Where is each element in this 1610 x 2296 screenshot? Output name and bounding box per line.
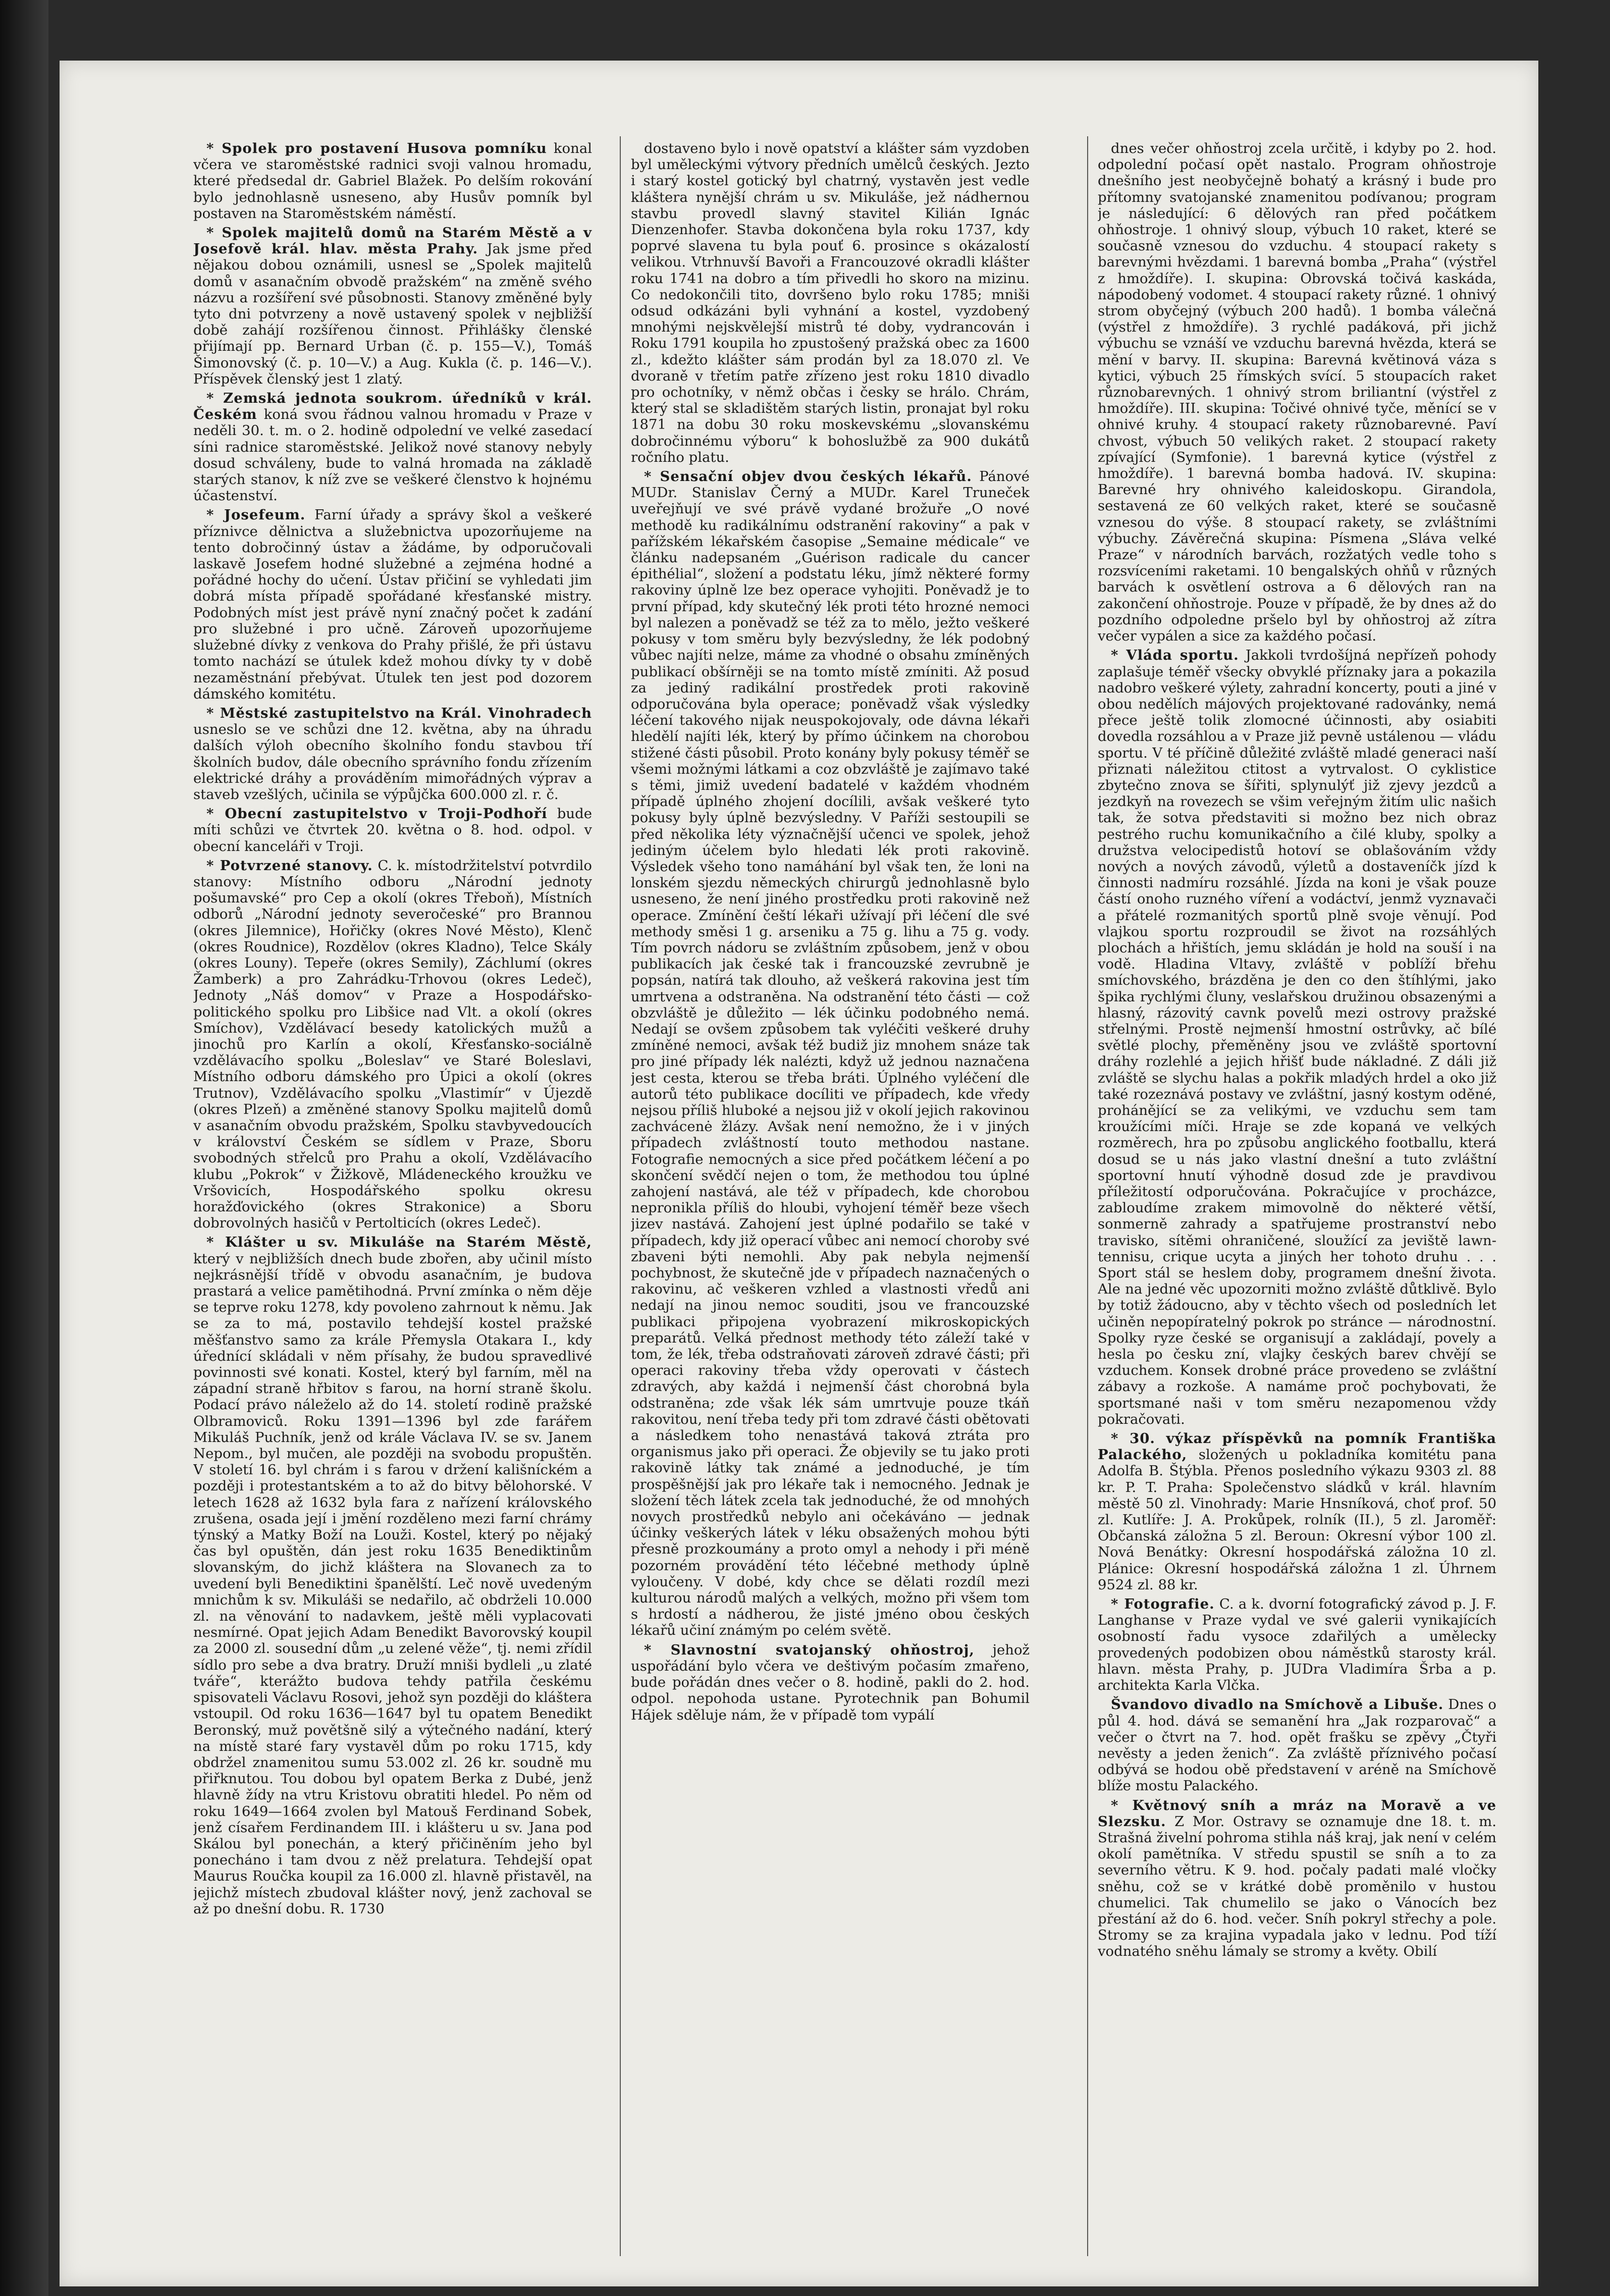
article-paragraph <box>193 225 592 387</box>
article-heading: * Městské zastupitelstvo na Král. Vinohradech <box>206 705 592 721</box>
article-text: Z Mor. Ostravy se oznamuje dne 18. t. m. Strašná živelní pohroma stihla náš kraj, jak není v celém okolí pamětníka. V středu spustil se sníh a to za severního větru. K 9. hod. počaly padati malé vločky sněhu, což se v krátké době proměnilo v hustou chumelici. Tak chumelilo se jako o Vánocích bez přestání až do 6. hod. večer. Sníh pokryl střechy a pole. Stromy se za krajina vypadala jako v lednu. Pod tíží vodnatého sněhu lámaly se stromy a květy. Obilí <box>1098 1813 1496 1960</box>
article-heading: * Květnový sníh a mráz na Moravě a ve Slezsku. <box>1098 1797 1496 1830</box>
article-paragraph <box>193 507 592 702</box>
article-heading: * Potvrzené stanovy. <box>206 857 373 874</box>
article-heading: * Vláda sportu. <box>1111 647 1239 664</box>
article-text: C. k. místodržitelství potvrdilo stanovy: Místního odboru „Národní jednoty pošumavské“ pro Cep a okolí (okres Třeboň), Místních odborů „Národní jednoty severočeské“ pro Brannou (okres Jilemnice), Hořičky (okres Nové Město), Klenč (okres Roudnice), Rozdělov (okres Kladno), Telce Skály (okres Louny). Tepeře (okres Semily), Záchlumí (okres Žamberk) a pro Zahrádku-Trhovou (okres Ledeč), Jednoty „Náš domov“ v Praze a Hospodářsko-politického spolku pro Libšice nad Vlt. a okolí (okres Smíchov), Vzdělávací besedy katolických mužů a jinochů pro Karlín a okolí, Křesťansko-sociálně vzdělávacího spolku „Boleslav“ ve Staré Boleslavi, Místního odboru dámského pro Úpici a okolí (okres Trutnov), Vzdělávacího spolku „Vlastimír“ v Újezdě (okres Plzeň) a změněné stanovy Spolku majitelů domů v asanačním obvodu pražském, Spolku stavbyvedoucích v království Českém se sídlem v Praze, Sboru svobodných střelců pro Prahu a okolí, Vzdělávacího klubu „Pokrok“ v Žižkově, Mládeneckého kroužku ve Vršovicích, Hospodářského spolku okresu horažďovického (okres Strakonice) a Sboru dobrovolných hasičů v Pertolticích (okres Ledeč). <box>193 857 592 1232</box>
article-text: který v nejbližších dnech bude zbořen, aby učinil místo nejkrásnější třídě v obvodu asanačním, je budova prastará a velice pamětihodná. První zmínka o něm děje se teprve roku 1278, kdy povoleno zahrnout k němu. Jak se za to má, postavilo tehdejší kostel pražské měšťanstvo samo za krále Přemysla Otakara I., kdy úřednící skládali v něm přísahy, že budou spravedlivé povinnosti své konati. Kostel, který byl farním, měl na západní straně hřbitov s farou, na horní straně školu. Podací právo náleželo až do 14. století rodině pražské Olbramoviců. Roku 1391—1396 byl zde farářem Mikuláš Puchník, jenž od krále Václava IV. se sv. Janem Nepom., byl mučen, ale později na svobodu propuštěn. V století 16. byl chrám i s farou v držení kališníckém a později i protestantském a to až do bitvy bělohorské. V letech 1628 až 1632 byla fara z nařízení královského zrušena, osada její i jmění rozděleno mezi farní chrámy týnský a Matky Boží na Louži. Kostel, který po nějaký čas byl opuštěn, dán jest roku 1635 Benediktinům slovanským, do jichž kláštera na Slovanech za to uvedení byli Benediktini španělští. Leč nově uvedeným mnichům k sv. Mikuláši se nedařilo, ač obdrželi 10.000 zl. na věnování to nadavkem, ještě měli vyplacovati nesmírné. Opat jejich Adam Benedikt Bavorovský koupil za 2000 zl. sousední dům „u zelené věže“, tj. nemi zřídil sídlo pro sebe a dva bratry. Druží mniši bydleli „u zlaté tváře“, kterážto budova tehdy patřila českému spisovateli Václavu Rosovi, jehož syn později do kláštera vstoupil. Od roku 1636—1647 byl tu opatem Benedikt Beronský, muž povětšně silý a výtečného nadání, který na místě staré fary vystavěl dům po roku 1715, kdy obdržel znamenitou sumu 53.002 zl. 26 kr. soudně mu přiřknutou. Tou dobou byl opatem Berka z Dubé, jenž hlavně žídy na vtru Kristovu obratiti hledel. Po něm od roku 1649—1664 zvolen byl Matouš Ferdinand Sobek, jenž císařem Ferdinandem III. i klášteru u sv. Jana pod Skálou byl ponechán, a který přičiněním jeho byl ponecháno i tam dvou z něž prelatura. Tehdejší opat Maurus Roučka koupil za 16.000 zl. hlavně přistavěl, na jejichž místech zbudoval klášter nový, jenž zachoval se až po dnešní dobu. R. 1730 <box>193 1250 592 1917</box>
article-heading: * Zemská jednota soukrom. úředníků v král. Českém <box>193 390 592 423</box>
article-text: dnes večer ohňostroj zcela určitě, i kdyby po 2. hod. odpolední počasí opět nastalo. Program ohňostroje dnešního jest neobyčejně bohatý a krásný i bude pro přítomny svatojanské znamenitou podívanou; program je následující: 6 dělových ran před počátkem ohňostroje. 1 ohnivý sloup, výbuch 10 raket, které se současně vznesou do vzduchu. 4 stoupací rakety s barevnými hvězdami. 1 barevná bomba „Praha“ (výstřel z hmoždíře). I. skupina: Obrovská točivá kaskáda, nápodobený vodomet. 4 stoupací rakety různé. 1 ohnivý strom obyčejný (výbuch 200 hadů). 1 bomba válečná (výstřel z hmoždíře). 3 rychlé padáková, při jichž výbuchu se vznáší ve vzduchu barevná hvězda, která se mění v barvy. II. skupina: Barevná květinová váza s kytici, výbuch 25 římských svící. 5 stoupacích raket různobarevných. 1 ohnivý strom briliantní (výstřel z hmoždíře). III. skupina: Točivé ohnivé tyče, měnící se v ohnivé kruhy. 4 stoupací rakety různobarevné. Paví chvost, výbuch 50 velikých raket. 2 stoupací rakety zpívající (Symfonie). 1 barevná kytice (výstřel z hmoždíře). 1 barevná bomba hadová. IV. skupina: Barevné hry ohnivého kaleidoskopu. Girandola, sestavená ze 60 velkých raket, které se současně vznesou do výše. 8 stoupací rakety, se zvláštními výbuchy. Závěrečná skupina: Písmena „Sláva velké Praze“ v národních barvách, rozžatých vedle toho s rozsvíceními raketami. 10 bengalských ohňů v různých barvách k osvětlení ostrova a 6 dělových ran na zakončení ohňostroje. Pouze v případě, že by dnes až do pozdního odpoledne pršelo byl by ohňostroj až zítra večer vypálen a sice za každého počasí. <box>1098 140 1496 645</box>
article-heading: * Spolek pro postavení Husova pomníku <box>206 140 547 156</box>
article-heading: * Spolek majitelů domů na Starém Městě a v Josefově král. hlav. města Prahy. <box>193 225 592 257</box>
article-paragraph <box>631 140 1030 465</box>
article-text: C. a k. dvorní fotografický závod p. J. F. Langhanse v Praze vydal ve své galerii vynikajících osobností řadu vysoce zdařilých a umělecky provedených podobizen obou náměstků starosty král. hlavn. města Prahy, p. JUDra Vladimíra Šrba a p. architekta Karla Vlčka. <box>1098 1596 1496 1694</box>
article-heading: * Klášter u sv. Mikuláše na Starém Městě, <box>206 1234 592 1251</box>
article-text: konal včera ve staroměstské radnici svoji valnou hromadu, které předsedal dr. Gabriel Blažek. Po delším rokování bylo jednohlasně usneseno, aby Husův pomník byl postaven na Staroměstském náměstí. <box>193 140 592 222</box>
article-paragraph <box>193 1234 592 1917</box>
article-paragraph <box>631 468 1030 1639</box>
article-heading: Švandovo divadlo na Smíchově a Libuše. <box>1111 1696 1444 1713</box>
article-text: koná svou řádnou valnou hromadu v Praze v neděli 30. t. m. o 2. hodině odpolední ve velké zasedací síni radnice staroměstské. Jelikož nové stanovy nebyly dosud schváleny, bude to valná hromada na základě starých stanov, k níž zve se veškeré členstvo k hojnému účastenství. <box>193 406 592 504</box>
article-heading: * Sensační objev dvou českých lékařů. <box>644 468 972 485</box>
newspaper-page <box>60 61 1538 2286</box>
article-text: usneslo se ve schůzi dne 12. května, aby na úhradu dalších výloh obecního školního fondu stavbou tří školních budov, dále obecního správního fondu zřízením elektrické dráhy a prováděním mimořádných výprav a staveb vzešlých, učinila se výpůjčka 600.000 zl. r. č. <box>193 721 592 803</box>
article-paragraph <box>193 390 592 504</box>
article-text: Pánové MUDr. Stanislav Černý a MUDr. Karel Truneček uveřejňují ve své právě vydané brožuře „O nové methodě ku radikálnímu odstranění rakoviny“ a pak v pařížském lékařském časopise „Semaine médicale“ ve článku nadepsaném „Guérison radicale du cancer épithélial“, složení a podstatu léku, jímž některé formy rakoviny úplně lze bez operace vyhojiti. Poněvadž je to první případ, kdy skutečný lék proti této hrozné nemoci byl nalezen a poněvadž se též za to mělo, ježto veškeré pokusy v tom směru byly bezvýsledny, že lék podobný vůbec najíti nelze, máme za vhodné o obsahu zmíněných publikací obšírněji se na tomto místě zmíniti. Až posud za jediný radikální prostředek proti rakovině odporučována byla operace; poněvadž však výsledky léčení takového nijak neuspokojovaly, ode dávna lékaři hledělí najíti lék, který by přímo účinkem na chorobou stižené části působil. Proto konány byly pokusy téměř se všemi možnými látkami a coz obzvláště je zajímavo také s těmi, jimiž uvedení badatelé v každém vhodném případě úplného zhojení docílili, avšak veškeré tyto pokusy byly úplně bezvýsledny. V Paříži sestoupili se před několika léty význačnější učenci ve spolek, jehož jediným účelem bylo hledati lék proti rakovině. Výsledek všeho tono namáhání byl však ten, že loni na lonském sjezdu německých chirurgů jednohlasně bylo usneseno, že není jiného prostředku proti rakovině než operace. Zmínění čeští lékaři užívají při léčení dle své methody směsi 1 g. arseniku a 75 g. lihu a 75 g. vody. Tím povrch nádoru se zvláštním způsobem, jenž v obou publikacích jak české tak i francouzské zevrubně je popsán, natírá tak dlouho, až veškerá rakovina jest tím umrtvena a odstraněna. Na odstranění této části — což obzvláště je důležito — lék účinku podobného nemá. Nedají se ovšem způsobem tak vyléčiti veškeré druhy zmíněné nemoci, avšak též budiž jiz mnohem snáze tak pro jiné případy lék nalézti, když už jednou naznačena jest cesta, kterou se třeba bráti. Úplného vyléčení dle autorů této publikace docíliti ve případech, kde vředy nejsou příliš hluboké a nejsou již v okolí jejich rakovinou zachvácenė žlázy. Avšak není nemožno, že i v jiných případech zvláštností touto methodou nastane. Fotografie nemocných a sice před počátkem léčení a po skončení svědčí nejen o tom, že methodou tou úplné zahojení nastává, ale též v případech, kde chorobou nepronikla příliš do hloubi, vyhojení téměř beze všech jizev nastává. Zahojení jest úplné podařilo se také v případech, kdy již operací vůbec ani nemocí choroby své zbaveni býti nemohli. Aby pak nebyla nejmenší pochybnost, že skutečně jde v případech naznačených o rakovinu, ač veškeren vzhled a vlastnosti vředů ani nedají na jinou nemoc souditi, jsou ve francouzské publikaci připojena vyobrazení mikroskopických preparátů. Velká přednost methody této záleží také v tom, že lék, třeba odstraňovati zároveň zdravé části; při operaci rakoviny třeba vždy operovati v částech zdravých, aby každá i nejmenší část chorobná byla odstraněna; zde však lék sám umrtvuje pouze tkáň rakovitou, není třeba tedy při tom zdravé části obětovati a následkem toho nenastává taková ztráta pro organismus jako při operaci. Že objevily se tu jako proti rakovině látky tak známé a jednoduché, je tím prospěšnější jak pro lékaře tak i nemocného. Jednak je složení těch látek zcela tak jednoduché, že od mnohých novych prostředků nebylo ani očekáváno — jednak účinky veškerých látek v léku obsažených mohou býti přesně prozkoumány a proto omyl a nehody i při méně pozorném provádění této léčebné methody úplně vyloučeny. V dobé, kdy chce se dělati rozdíl mezi kulturou národů malých a velkých, možno při všem tom s hrdostí a nádherou, že jisté jméno obou českých lékařů učiní známým po celém světě. <box>631 468 1030 1639</box>
text-column-3 <box>1098 140 1496 2280</box>
article-paragraph <box>193 140 592 222</box>
article-paragraph <box>1098 647 1496 1427</box>
article-paragraph <box>1098 1596 1496 1693</box>
article-heading: * 30. výkaz příspěvků na pomník Františka Palackého, <box>1098 1430 1496 1463</box>
article-text: Jak jsme před nějakou dobou oznámili, usnesl se „Spolek majitelů domů v asanačním obvodě pražském“ na změně svého názvu a rozšíření své působnosti. Stanovy změněné byly tyto dni potvrzeny a nově ustavený spolek v nejbližší době zahájí rozšířenou činnost. Přihlášky členské přijímají pp. Bernard Urban (č. p. 155—V.), Tomáš Šimonovský (č. p. 10—V.) a Aug. Kukla (č. p. 146—V.). Příspěvek členský jest 1 zlatý. <box>193 241 592 387</box>
article-paragraph <box>1098 1696 1496 1794</box>
column-rule <box>620 136 621 2256</box>
article-heading: * Slavnostní svatojanský ohňostroj, <box>644 1641 975 1658</box>
article-text: bude míti schůzi ve čtvrtek 20. května o 8. hod. odpol. v obecní kanceláři v Troji. <box>193 806 592 855</box>
article-heading: * Fotografie. <box>1111 1596 1215 1613</box>
column-rule <box>1087 136 1088 2256</box>
article-heading: * Josefeum. <box>206 507 306 523</box>
article-paragraph <box>193 858 592 1232</box>
article-heading: * Obecní zastupitelstvo v Troji-Podhoří <box>206 806 548 822</box>
article-paragraph <box>193 705 592 803</box>
article-text: složených u pokladníka komitétu pana Adolfa B. Štýbla. Přenos posledního výkazu 9303 zl. 88 kr. P. T. Praha: Společenstvo sládků v král. hlavním městě 50 zl. Vinohrady: Marie Hnsníková, choť prof. 50 zl. Kutlíře: J. A. Prokůpek, rolník (II.), 5 zl. Jaroměř: Občanská záložna 5 zl. Beroun: Okresní výbor 100 zl. Nová Benátky: Okresní hospodářská záložna 10 zl. Plánice: Okresní hospodářská záložna 1 zl. Úhrnem 9524 zl. 88 kr. <box>1098 1447 1496 1593</box>
text-column-2 <box>631 140 1030 2280</box>
article-text: dostaveno bylo i nově opatství a klášter sám vyzdoben byl uměleckými výtvory předních umělců českých. Jezto i starý kostel gotický byl chatrný, vystavěn jest vedle kláštera nynější chrám u sv. Mikuláše, jež nádhernou stavbu provedl slavný stavitel Kilián Ignác Dienzenhofer. Stavba dokončena byla roku 1737, kdy poprvé slavena tu byla pouť 6. prosince s okázalostí velikou. Vtrhnuvší Bavoři a Francouzové okradli klášter roku 1741 na dobro a tím přivedli ho skoro na mizinu. Co nedokončili tito, dovršeno bylo roku 1785; mniši odsud odkázáni byli vyhnání a kostel, vyzdobený mnohými nejskvělejší mistrů té doby, vydrancován i Roku 1791 koupila ho zpustošený pražská obec za 1600 zl., kdežto klášter sám prodán byl za 18.070 zl. Ve dvoraně v třetím patře zřízeno jest roku 1810 divadlo pro ochotníky, v němž občas i česky se hrálo. Chrám, který stal se skladištěm starých listin, pronajat byl roku 1871 na dobu 30 roku moskevskému „slovanskému dobročinnému výboru“ k bohoslužbě za 900 dukátů ročního platu. <box>631 140 1030 465</box>
article-text: jehož uspořádání bylo včera ve deštivým počasím zmařeno, bude pořádán dnes večer o 8. hodině, pakli do 2. hod. odpol. nepohoda ustane. Pyrotechnik pan Bohumil Hájek sděluje nám, že v případě tom vypálí <box>631 1641 1030 1723</box>
article-text: Dnes o půl 4. hod. dává se semanění hra „Jak rozparovač“ a večer o čtvrt na 7. hod. opět frašku se zpěvy „Čtyři nevěsty a jeden ženich“. Za zvláště příznivého počasí odbývá se hodou obě představení v aréně na Smíchově blíže mostu Palackého. <box>1098 1696 1496 1794</box>
article-text: Farní úřady a správy škol a veškeré příznivce dělnictva a služebnictva upozorňujeme na tento dobročinný ústav a žádáme, by odporučovali laskavě Josefem hodné služebné a zejména hodné a pořádné hochy do učení. Ústav přičiní se vyhledati jim dobrá místa případě spořádané křesťanské mistry. Podobných míst jest právě nyní značný počet k zadání pro služebné i pro učně. Zároveň upozorňujeme služebné dívky z venkova do Prahy přišlé, že při ústavu tomto nachází se útulek kdež mohou dívky ty v době nezaměstnání přebývat. Útulek ten jest pod dozorem dámského komitétu. <box>193 507 592 702</box>
article-paragraph <box>1098 1430 1496 1593</box>
article-paragraph <box>1098 140 1496 644</box>
article-text: Jakkoli tvrdošíjná nepřízeň pohody zaplašuje téměř všecky obvyklé příznaky jara a pokazila nadobro veškeré výlety, zahradní koncerty, pouti a jiné v obou nedělích májových projektované radovánky, nemá přece ještě tolik zlomocné účinnosti, aby osiabiti dovedla rozsáhlou a v Praze již pevně ustálenou — vládu sportu. V té příčině důležité zvláště mladé generaci naší přiznati náležitou ctitost a vytrvalost. O cyklistice zbytečno znova se šířiti, splynulýť již zjevy jezdců a jezdkyň na rovezech se všim veřejným žitím ulic našich tak, že sotva představiti si možno bez nich obraz pestrého ruchu komunikačního a čilé kluby, spolky a družstva velocipedistů hotoví se oblašováním vždy nových a nových závodů, výletů a dostaveníčk jízd k činnosti nadmíru rozsáhlé. Jízda na koni je však pouze částí onoho ruzného víření a vodáctví, jenmž vyznavači a přátelé rozmanitých sportů plně svoje věnují. Pod vlajkou sportu rozproudil se život na rozsáhlých plochách a hřištích, jemu skládán je hold na souší i na vodě. Hladina Vltavy, zvláště v poblíží břehu smíchovského, brázděna je den co den štíhlými, jako špika rychlými čluny, veslařskou družinou obsazenými a hlasný, rázovitý cavnk povelů mezi ostrovy pražské střelnými. Prostě nejmenší hmostní ostrůvky, ač bílé světlé plochy, přeměněny jsou ve zvláště sportovní dráhy rozlehlé a jejich hřišť bude nákladné. Z dáli již zvláště se slychu halas a pokřik mladých hrdel a oko již také rozeznává postavy ve zvláštní, jasný kostym oděné, prohánějící se za velikými, ve vzduchu sem tam kroužícími míči. Hraje se zde kopaná ve velkých rozměrech, hra po způsobu anglického footballu, která dosud se u nás jako vlastní dnešní a tuto zvláštní sportovní hnutí výhodně dosud zde je pravdivou příležitostí odporučována. Pokračujíce v procházce, zabloudíme zrakem mimovolně do některé větší, sonmerně zahrady a spatřujeme prostranství nebo travisko, sítěmi ohraničené, sloužící za jeviště lawn-tennisu, crique ucyta a jiných her tohoto druhu . . . Sport stál se heslem doby, programem dnešní života. Ale na jedné věc upozorniti možno zvláště důtklivě. Bylo by totiž žádoucno, aby v těchto všech od posledních let učiněn nepopíratelný pokrok po stránce — národnostní. Spolky ryze české se organisují a zakládají, povely a hesla po česku zní, vlajky českých barev chvějí se vzduchem. Konsek drobné práce provedeno se zvláštní zábavy a rozkoše. A namáme proč pochybovati, že sportsmané naši v tom směru nezapomenou vždy pokračovati. <box>1098 647 1496 1427</box>
article-paragraph <box>1098 1797 1496 1960</box>
article-paragraph <box>631 1642 1030 1723</box>
scan-edge <box>0 0 48 2296</box>
text-column-1 <box>193 140 592 2280</box>
article-paragraph <box>193 806 592 855</box>
